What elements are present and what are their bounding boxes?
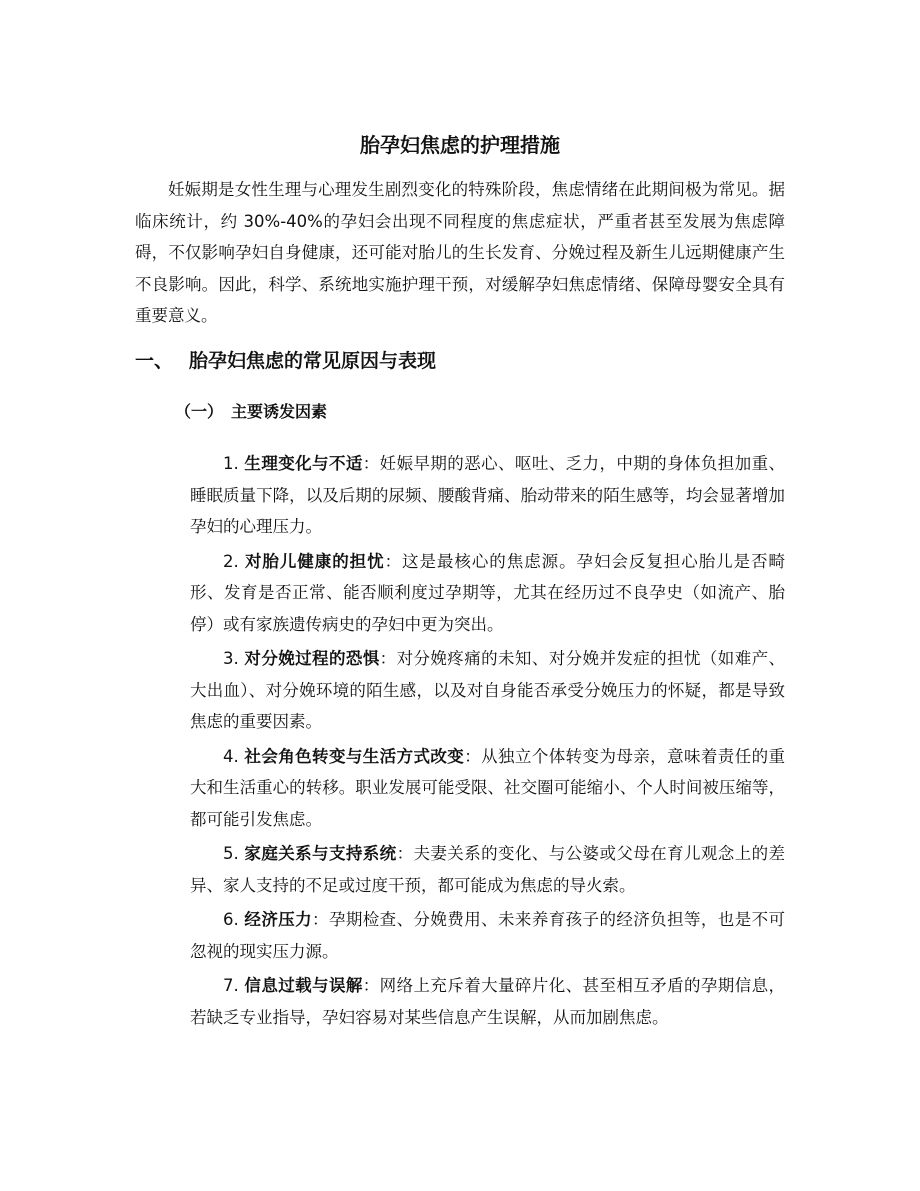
subsection-number: （一） [175,402,224,421]
document-title: 胎孕妇焦虑的护理措施 [360,133,560,158]
item-text: ：妊娠早期的恶心、呕吐、乏力，中期的身体负担加重、睡眠质量下降，以及后期的尿频、腰酸背痛、胎动带来的陌生感等，均会显著增加孕妇的心理压力。 [190,454,785,536]
list-item [190,448,785,543]
item-number: 6. [223,910,239,929]
item-number: 3. [223,649,239,668]
item-term: 信息过载与误解 [244,976,363,995]
item-term: 生理变化与不适 [244,454,363,473]
list-item [190,741,785,836]
list-item [190,970,785,1033]
factor-list [190,448,785,1036]
item-text: ：这是最核心的焦虑源。孕妇会反复担心胎儿是否畸形、发育是否正常、能否顺利度过孕期等，尤其在经历过不良孕史（如流产、胎停）或有家族遗传病史的孕妇中更为突出。 [190,551,786,634]
item-number: 1. [223,454,239,473]
item-term: 对胎儿健康的担忧 [244,551,385,571]
list-item [190,643,785,738]
item-text: ：孕期检查、分娩费用、未来养育孩子的经济负担等，也是不可忽视的现实压力源。 [190,910,785,961]
section-heading [135,345,785,377]
item-term: 家庭关系与支持系统 [244,844,397,863]
item-term: 对分娩过程的恐惧 [244,649,380,668]
item-term: 经济压力 [244,910,313,929]
item-text: ：对分娩疼痛的未知、对分娩并发症的担忧（如难产、大出血）、对分娩环境的陌生感，以及对自身能否承受分娩压力的怀疑，都是导致焦虑的重要因素。 [190,649,785,731]
item-number: 2. [223,551,239,571]
section-number: 一、 [135,350,174,372]
intro-paragraph: 妊娠期是女性生理与心理发生剧烈变化的特殊阶段，焦虑情绪在此期间极为常见。据临床统计，约 30%-40%的孕妇会出现不同程度的焦虑症状，严重者甚至发展为焦虑障碍，不仅影响孕妇自身健康，还可能对胎儿的生长发育、分娩过程及新生儿远期健康产生不良影响。因此，科学、系统地实施护理干预，对缓解孕妇焦虑情绪、保障母婴安全具有重要意义。 [135,180,785,325]
list-item [190,904,785,967]
item-text: ：网络上充斥着大量碎片化、甚至相互矛盾的孕期信息，若缺乏专业指导，孕妇容易对某些信息产生误解，从而加剧焦虑。 [190,976,785,1027]
item-term: 社会角色转变与生活方式改变 [244,746,465,766]
item-number: 5. [223,844,239,863]
subsection-heading-text: 主要诱发因素 [231,402,328,421]
item-number: 4. [223,746,239,766]
list-item [190,838,785,901]
list-item [190,546,785,641]
item-number: 7. [223,976,239,995]
section-heading-text: 胎孕妇焦虑的常见原因与表现 [189,350,437,372]
item-text: ：从独立个体转变为母亲，意味着责任的重大和生活重心的转移。职业发展可能受限、社交圈可能缩小、个人时间被压缩等，都可能引发焦虑。 [190,746,785,829]
item-text: ：夫妻关系的变化、与公婆或父母在育儿观念上的差异、家人支持的不足或过度干预，都可能成为焦虑的导火索。 [190,844,785,895]
subsection-heading [175,397,775,427]
